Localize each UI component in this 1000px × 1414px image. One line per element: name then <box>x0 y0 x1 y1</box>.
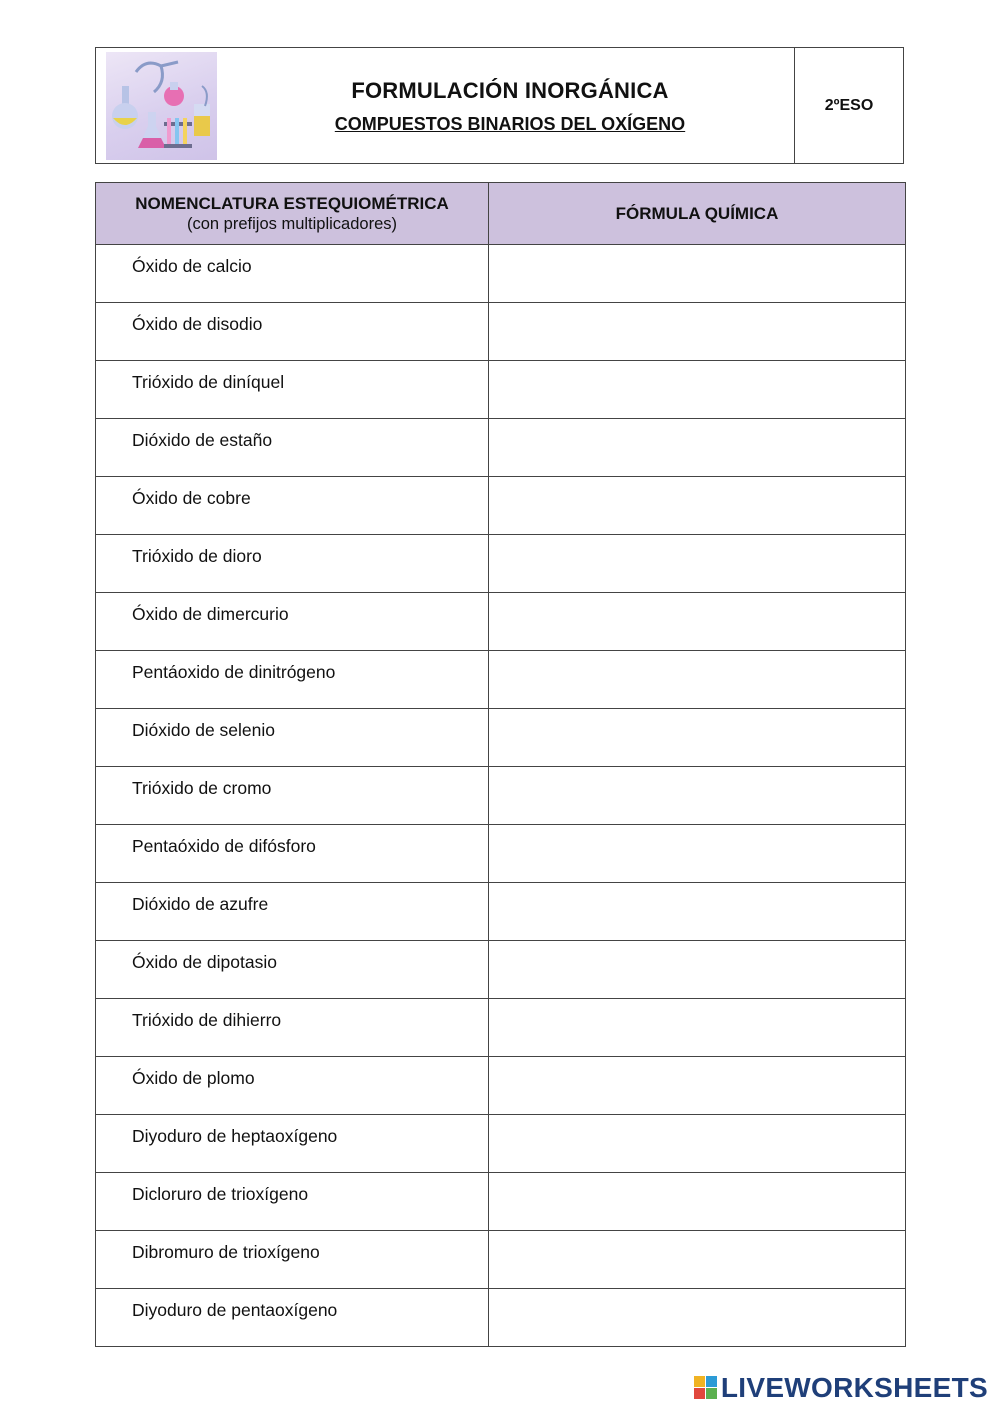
table-row <box>96 593 906 651</box>
course-level: 2ºESO <box>824 96 874 114</box>
table-row <box>96 941 906 999</box>
compound-name: Diyoduro de heptaoxígeno <box>96 1115 489 1173</box>
liveworksheets-logo[interactable] <box>694 1372 988 1404</box>
formula-answer-cell[interactable] <box>489 593 906 651</box>
compound-name: Pentáoxido de dinitrógeno <box>96 651 489 709</box>
compound-name: Trióxido de diníquel <box>96 361 489 419</box>
formula-answer-cell[interactable] <box>489 1173 906 1231</box>
formula-answer-cell[interactable] <box>489 1115 906 1173</box>
worksheet-subtitle: COMPUESTOS BINARIOS DEL OXÍGENO <box>334 114 686 134</box>
formula-answer-cell[interactable] <box>489 1231 906 1289</box>
formula-answer-cell[interactable] <box>489 825 906 883</box>
compound-name: Óxido de calcio <box>96 245 489 303</box>
formula-answer-cell[interactable] <box>489 941 906 999</box>
table-row <box>96 535 906 593</box>
compound-name: Dicloruro de trioxígeno <box>96 1173 489 1231</box>
compound-name: Trióxido de cromo <box>96 767 489 825</box>
liveworksheets-mark-icon <box>694 1376 718 1400</box>
formula-answer-cell[interactable] <box>489 245 906 303</box>
table-row <box>96 651 906 709</box>
table-header-row <box>96 183 906 245</box>
lab-glassware-icon <box>106 52 217 160</box>
table-row <box>96 303 906 361</box>
column-header-nomenclature-subtitle: (con prefijos multiplicadores) <box>187 214 397 233</box>
compound-name: Dióxido de azufre <box>96 883 489 941</box>
table-row <box>96 767 906 825</box>
compound-name: Óxido de dimercurio <box>96 593 489 651</box>
compound-name: Trióxido de dioro <box>96 535 489 593</box>
table-row <box>96 477 906 535</box>
worksheet-header <box>95 47 904 164</box>
table-row <box>96 1115 906 1173</box>
table-row <box>96 825 906 883</box>
compound-name: Óxido de dipotasio <box>96 941 489 999</box>
formula-answer-cell[interactable] <box>489 709 906 767</box>
table-row <box>96 1289 906 1347</box>
formula-answer-cell[interactable] <box>489 303 906 361</box>
chemistry-lab-illustration <box>106 52 217 160</box>
formula-answer-cell[interactable] <box>489 767 906 825</box>
column-header-nomenclature <box>96 183 489 245</box>
column-header-formula: FÓRMULA QUÍMICA <box>489 183 906 245</box>
liveworksheets-brand: LIVEWORKSHEETS <box>720 1372 988 1403</box>
formula-answer-cell[interactable] <box>489 1057 906 1115</box>
compound-name: Óxido de plomo <box>96 1057 489 1115</box>
formula-answer-cell[interactable] <box>489 419 906 477</box>
formula-answer-cell[interactable] <box>489 883 906 941</box>
formula-answer-cell[interactable] <box>489 361 906 419</box>
compound-name: Dibromuro de trioxígeno <box>96 1231 489 1289</box>
header-logo-cell <box>96 48 226 163</box>
table-row <box>96 709 906 767</box>
formula-answer-cell[interactable] <box>489 999 906 1057</box>
table-row <box>96 1057 906 1115</box>
header-title-cell <box>226 48 795 163</box>
compound-name: Dióxido de selenio <box>96 709 489 767</box>
table-row <box>96 1231 906 1289</box>
formula-answer-cell[interactable] <box>489 535 906 593</box>
compound-name: Óxido de cobre <box>96 477 489 535</box>
table-row <box>96 999 906 1057</box>
compound-name: Pentaóxido de difósforo <box>96 825 489 883</box>
table-row <box>96 1173 906 1231</box>
compound-name: Diyoduro de pentaoxígeno <box>96 1289 489 1347</box>
column-header-nomenclature-title: NOMENCLATURA ESTEQUIOMÉTRICA <box>135 193 449 213</box>
table-row <box>96 883 906 941</box>
table-row <box>96 419 906 477</box>
compound-name: Óxido de disodio <box>96 303 489 361</box>
formula-answer-cell[interactable] <box>489 477 906 535</box>
exercise-table <box>95 182 906 1347</box>
worksheet-title: FORMULACIÓN INORGÁNICA <box>351 78 669 103</box>
table-row <box>96 361 906 419</box>
formula-answer-cell[interactable] <box>489 651 906 709</box>
compound-name: Trióxido de dihierro <box>96 999 489 1057</box>
formula-answer-cell[interactable] <box>489 1289 906 1347</box>
compound-name: Dióxido de estaño <box>96 419 489 477</box>
table-row <box>96 245 906 303</box>
